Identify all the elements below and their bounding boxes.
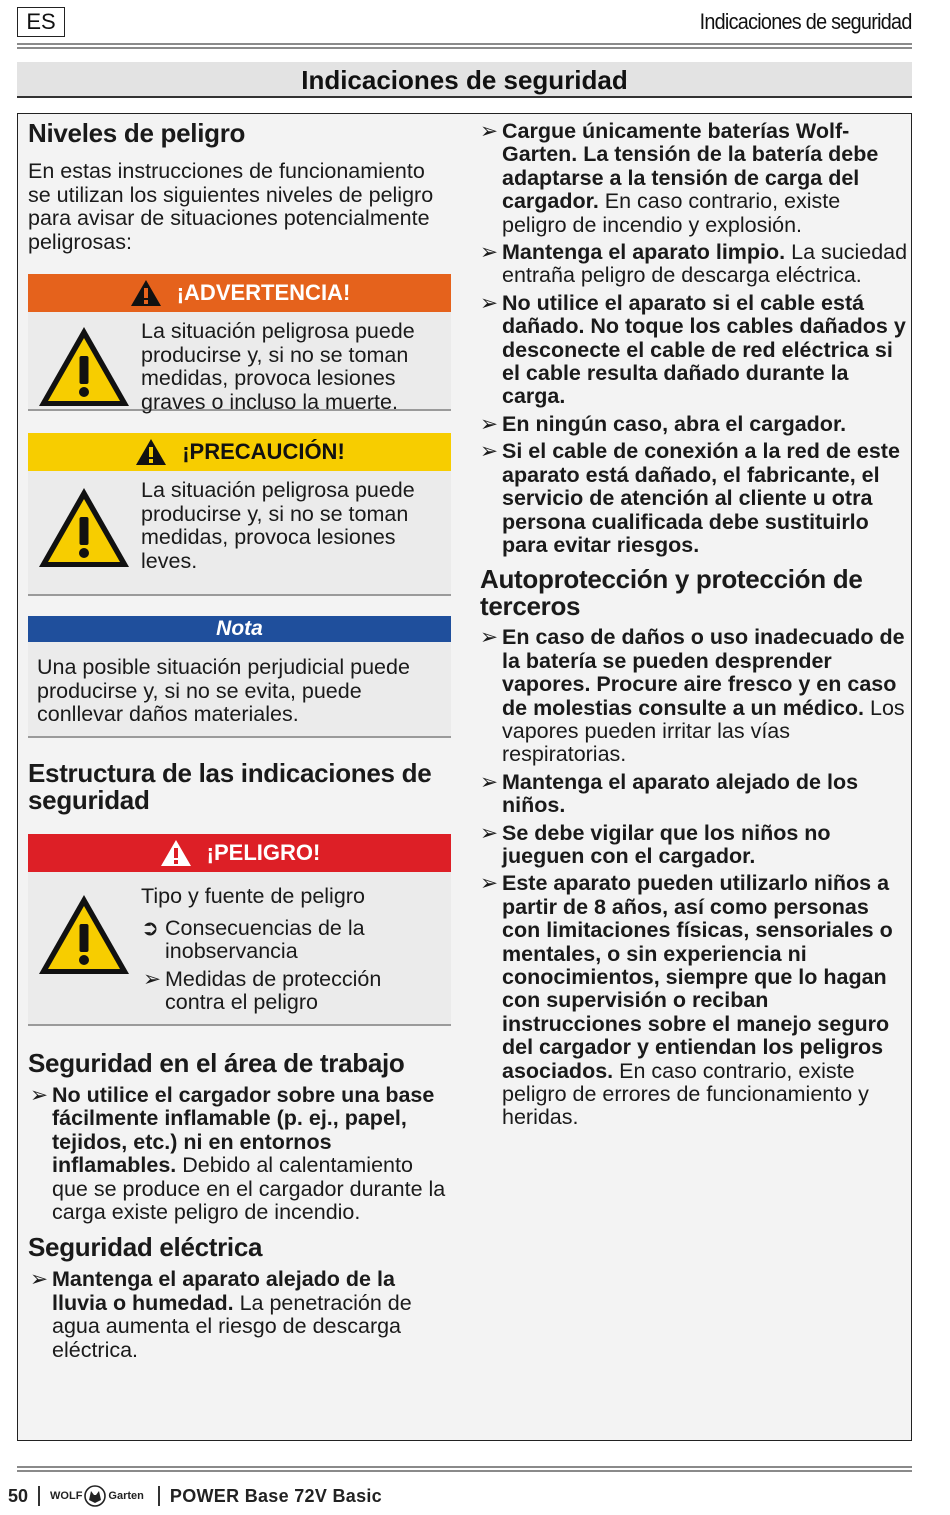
bullet-bold: Mantenga el aparato limpio. (502, 240, 786, 265)
hazard-box-peligro (28, 834, 451, 1026)
consequence-item (141, 917, 441, 964)
hazard-body-peligro (28, 872, 451, 1015)
warning-small-icon (134, 437, 168, 467)
chevron-right-icon: ➢ (480, 439, 499, 464)
chevron-right-icon: ➢ (30, 1083, 49, 1107)
page-footer (8, 1483, 382, 1509)
heading-trabajo: Seguridad en el área de trabajo (28, 1048, 405, 1078)
footer-separator (38, 1486, 40, 1506)
bullet-bold: En caso de daños o uso inadecuado de la batería se pueden desprender vapores. Procure aire fresco y en caso de molestias consulte a un médico. (502, 625, 905, 720)
bullet-bold: No utilice el cargador sobre una base fácilmente inflamable (p. ej., papel, tejidos, etc.) ni en entornos inflamables. (52, 1083, 435, 1178)
bullet-auto-1 (478, 626, 908, 766)
bullet-rest: En caso contrario, existe peligro de errores de funcionamiento y heridas. (502, 1058, 869, 1130)
chevron-right-icon: ➢ (480, 625, 499, 650)
warning-small-icon (159, 838, 193, 868)
measure-item (141, 968, 441, 1015)
warning-small-icon (129, 278, 163, 308)
warning-triangle-icon (36, 485, 132, 571)
heading-autoproteccion: Autoprotección y protección de terceros (480, 564, 863, 622)
hazard-text-precaucion: La situación peligrosa puede producirse y, si no se toman medidas, provoca lesiones leves. (141, 478, 415, 573)
content-frame (17, 113, 912, 1441)
chevron-right-icon: ➢ (480, 871, 499, 896)
chevron-right-icon: ➢ (480, 411, 499, 436)
consequence-text: Consecuencias de la inobservancia (165, 915, 365, 963)
hazard-box-precaucion (28, 433, 451, 596)
bullet-bold: En ningún caso, abra el cargador. (502, 411, 847, 436)
bullet-trabajo-1 (28, 1084, 452, 1224)
brand-right-text: Garten (108, 1490, 144, 1502)
bullet-bold: Si el cable de conexión a la red de este aparato está dañado, el fabricante, el servicio de atención al cliente u otra persona cualificada debe sustituirlo para evitar riesgos. (502, 439, 900, 557)
bullet-bold: Este aparato pueden utilizarlo niños a partir de 8 años, así como personas con limitaciones físicas, sensoriales o mentales, o sin experiencia ni conocimientos, siempre que lo hagan con supervisión o reciban instrucciones sobre el manejo seguro del cargador y entiendan los peligros asociados. (502, 871, 893, 1083)
bullet-auto-3 (478, 822, 908, 869)
intro-text: En estas instrucciones de funcionamiento se utilizan los siguientes niveles de peligro para avisar de situaciones potencialmente peligrosas: (28, 159, 434, 254)
heading-estructura: Estructura de las indicaciones de seguridad (28, 758, 432, 815)
right-column (478, 114, 908, 1130)
header-rule (17, 43, 912, 45)
hazard-header-peligro (28, 834, 451, 872)
note-text: Una posible situación perjudicial puede producirse y, si no se evita, puede conllevar daños materiales. (37, 655, 410, 726)
note-header (28, 616, 451, 642)
warning-triangle-icon (36, 324, 132, 410)
wolf-icon (84, 1485, 106, 1507)
hazard-body-precaucion (28, 471, 451, 573)
page-number: 50 (8, 1485, 29, 1506)
chevron-right-icon: ➢ (143, 966, 162, 991)
running-header: Indicaciones de seguridad (699, 9, 912, 34)
chevron-right-icon: ➢ (480, 119, 499, 143)
footer-rule (17, 1466, 912, 1468)
brand-logo (50, 1485, 144, 1507)
bullet-right-4 (478, 413, 908, 436)
bullet-right-2 (478, 241, 908, 288)
bullet-right-5 (478, 440, 908, 557)
page-title: Indicaciones de seguridad (17, 62, 912, 98)
hazard-label-precaucion: ¡PRECAUCIÓN! (182, 439, 345, 464)
heading-niveles: Niveles de peligro (28, 118, 246, 148)
bullet-bold: Se debe vigilar que los niños no jueguen con el cargador. (502, 820, 831, 868)
footer-separator (158, 1486, 160, 1506)
language-tag: ES (17, 7, 65, 37)
bullet-bold: Mantenga el aparato alejado de los niños. (502, 769, 859, 818)
bullet-right-1 (478, 120, 908, 237)
hazard-label-peligro: ¡PELIGRO! (206, 840, 321, 865)
note-box (28, 616, 451, 738)
consequence-arrow-icon: ➲ (141, 915, 160, 940)
hazard-label-advertencia: ¡ADVERTENCIA! (176, 280, 351, 305)
bullet-bold: No utilice el aparato si el cable está dañado. No toque los cables dañados y desconecte el cable de red eléctrica si el cable resulta dañado durante la carga. (502, 290, 906, 409)
footer-rule-2 (17, 1470, 912, 1472)
hazard-body-advertencia (28, 312, 451, 414)
hazard-text-advertencia: La situación peligrosa puede producirse y, si no se toman medidas, provoca lesiones graves o incluso la muerte. (141, 319, 415, 414)
hazard-header-advertencia (28, 274, 451, 312)
left-column (28, 114, 452, 1362)
bullet-bold: Mantenga el aparato alejado de la lluvia o humedad. (52, 1267, 395, 1315)
hazard-box-advertencia (28, 274, 451, 414)
bullet-auto-4 (478, 872, 908, 1129)
brand-left-text: WOLF (50, 1490, 83, 1502)
product-name: POWER Base 72V Basic (169, 1485, 382, 1506)
bullet-rest: Los vapores pueden irritar las vías respiratorias. (502, 695, 905, 767)
bullet-right-3 (478, 292, 908, 409)
note-label: Nota (216, 617, 263, 640)
chevron-right-icon: ➢ (30, 1267, 49, 1292)
bullet-electrica-1 (28, 1268, 452, 1362)
heading-electrica: Seguridad eléctrica (28, 1232, 263, 1263)
bullet-auto-2 (478, 771, 908, 818)
header-rule-2 (17, 47, 912, 49)
chevron-right-icon: ➢ (480, 820, 499, 845)
bullet-bold: Cargue únicamente baterías Wolf-Garten. La tensión de la batería debe adaptarse a la tensión de carga del cargador. (502, 119, 879, 214)
warning-triangle-icon (36, 892, 132, 978)
bullet-rest: La suciedad entraña peligro de descarga eléctrica. (502, 240, 908, 288)
chevron-right-icon: ➢ (480, 240, 499, 265)
hazard-source-text: Tipo y fuente de peligro (141, 884, 365, 908)
bullet-rest: Debido al calentamiento que se produce en el cargador durante la carga existe peligro de incendio. (52, 1153, 446, 1225)
bullet-rest: La penetración de agua aumenta el riesgo de descarga eléctrica. (52, 1290, 412, 1362)
measure-text: Medidas de protección contra el peligro (165, 966, 382, 1014)
chevron-right-icon: ➢ (480, 769, 499, 794)
chevron-right-icon: ➢ (480, 290, 499, 315)
hazard-header-precaucion (28, 433, 451, 471)
bullet-rest: En caso contrario, existe peligro de incendio y explosión. (502, 189, 841, 237)
